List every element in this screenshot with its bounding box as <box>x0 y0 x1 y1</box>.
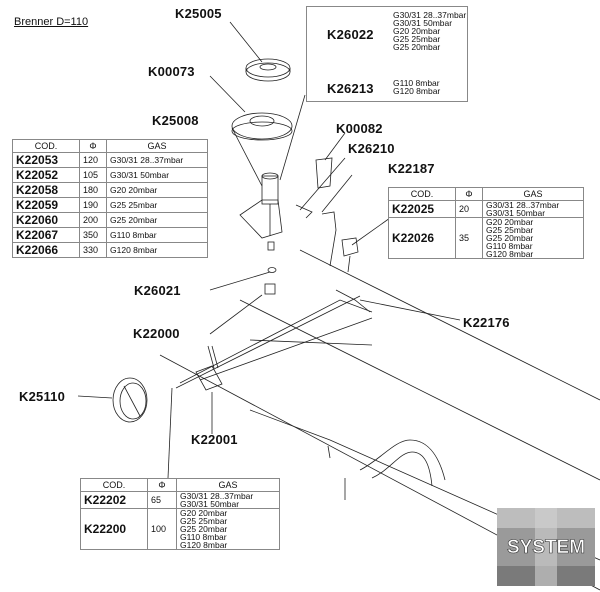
gas-type: G30/31 28..37mbar G30/31 50mbar <box>177 492 280 509</box>
col-phi: Φ <box>80 140 107 153</box>
leader-k22202 <box>168 388 172 478</box>
clip-k00082 <box>316 158 332 188</box>
part-code: K22053 <box>13 153 80 168</box>
diameter: 180 <box>80 183 107 198</box>
leader-k00073 <box>210 76 245 112</box>
label-k25008: K25008 <box>152 113 199 128</box>
leader-k26021 <box>210 272 270 290</box>
gas-pipe <box>180 300 372 383</box>
injector-table-left <box>12 139 208 258</box>
diameter: 190 <box>80 198 107 213</box>
pilot-bracket <box>342 238 358 256</box>
gas-type: G20 20mbar <box>107 183 208 198</box>
leader-k25005 <box>230 22 262 62</box>
logo-text: SYSTEM <box>506 537 586 558</box>
burner-cap-base <box>246 63 290 81</box>
diameter: 105 <box>80 168 107 183</box>
table-row <box>13 228 208 243</box>
label-k22001: K22001 <box>191 432 238 447</box>
label-k25110: K25110 <box>19 389 66 404</box>
leader-k22187 <box>322 175 352 212</box>
label-k00082: K00082 <box>336 121 383 136</box>
diameter: 20 <box>456 201 483 218</box>
part-code: K22052 <box>13 168 80 183</box>
label-k22187: K22187 <box>388 161 435 176</box>
table-row <box>81 492 280 509</box>
part-code: K22067 <box>13 228 80 243</box>
gas-type: G20 20mbar G25 25mbar G25 20mbar G110 8mbar G120 8mbar <box>177 509 280 550</box>
gas-type: G25 25mbar <box>107 198 208 213</box>
col-gas: GAS <box>483 188 584 201</box>
box-code-k26022: K26022 <box>327 27 374 42</box>
control-knob <box>113 378 147 422</box>
table-row <box>13 198 208 213</box>
table-row <box>13 168 208 183</box>
nozzle-k26021 <box>265 284 275 294</box>
burner-bracket <box>240 200 282 238</box>
gas-type: G30/31 28..37mbar <box>107 153 208 168</box>
gas-type: G20 20mbar G25 25mbar G25 20mbar G110 8mbar G120 8mbar <box>483 218 584 259</box>
diameter: 35 <box>456 218 483 259</box>
burner-cap-outline <box>246 59 290 77</box>
part-code: K22202 <box>81 492 148 509</box>
leader-k00082 <box>325 133 345 160</box>
leader-k22025 <box>352 218 390 245</box>
table-row <box>13 153 208 168</box>
leader-k22176 <box>360 300 460 320</box>
washer <box>268 268 276 273</box>
col-gas: GAS <box>107 140 208 153</box>
col-cod: COD. <box>389 188 456 201</box>
label-k26210: K26210 <box>348 141 395 156</box>
table-row <box>13 213 208 228</box>
injector-table-right <box>388 187 584 259</box>
gas-type: G110 8mbar <box>107 228 208 243</box>
table-row <box>389 201 584 218</box>
col-phi: Φ <box>456 188 483 201</box>
diagram-title: Brenner D=110 <box>14 16 89 28</box>
label-k26021: K26021 <box>134 283 181 298</box>
system-logo <box>497 508 595 586</box>
diameter: 200 <box>80 213 107 228</box>
diameter: 65 <box>148 492 177 509</box>
leader-k22000 <box>210 295 262 334</box>
part-code: K22026 <box>389 218 456 259</box>
gas-type: G25 20mbar <box>107 213 208 228</box>
label-k22000: K22000 <box>133 326 180 341</box>
gas-type: G30/31 28..37mbar G30/31 50mbar <box>483 201 584 218</box>
thermocouple <box>322 212 336 266</box>
label-k25005: K25005 <box>175 6 222 21</box>
part-code: K22200 <box>81 509 148 550</box>
table-row <box>13 243 208 258</box>
injector-box-top <box>306 6 468 102</box>
label-k22176: K22176 <box>463 315 510 330</box>
table-row <box>389 218 584 259</box>
bottom-tube <box>360 440 445 480</box>
box-gas-k26022: G30/31 28..37mbar G30/31 50mbar G20 20mbar G25 25mbar G25 20mbar <box>393 10 467 52</box>
gas-type: G30/31 50mbar <box>107 168 208 183</box>
gas-type: G120 8mbar <box>107 243 208 258</box>
diameter: 350 <box>80 228 107 243</box>
label-k00073: K00073 <box>148 64 195 79</box>
col-cod: COD. <box>13 140 80 153</box>
col-gas: GAS <box>177 479 280 492</box>
col-cod: COD. <box>81 479 148 492</box>
diameter: 120 <box>80 153 107 168</box>
part-code: K22058 <box>13 183 80 198</box>
diameter: 100 <box>148 509 177 550</box>
col-phi: Φ <box>148 479 177 492</box>
rail-back <box>300 250 600 400</box>
leader-k25110 <box>78 396 112 398</box>
leader-k26210 <box>300 158 345 210</box>
table-row <box>81 509 280 550</box>
box-code-k26213: K26213 <box>327 81 374 96</box>
part-code: K22025 <box>389 201 456 218</box>
part-code: K22060 <box>13 213 80 228</box>
diameter: 330 <box>80 243 107 258</box>
box-gas-k26213: G110 8mbar G120 8mbar <box>393 78 441 96</box>
table-row <box>13 183 208 198</box>
injector-table-bottom <box>80 478 280 550</box>
part-code: K22066 <box>13 243 80 258</box>
part-code: K22059 <box>13 198 80 213</box>
leader-k25008 <box>232 128 262 186</box>
